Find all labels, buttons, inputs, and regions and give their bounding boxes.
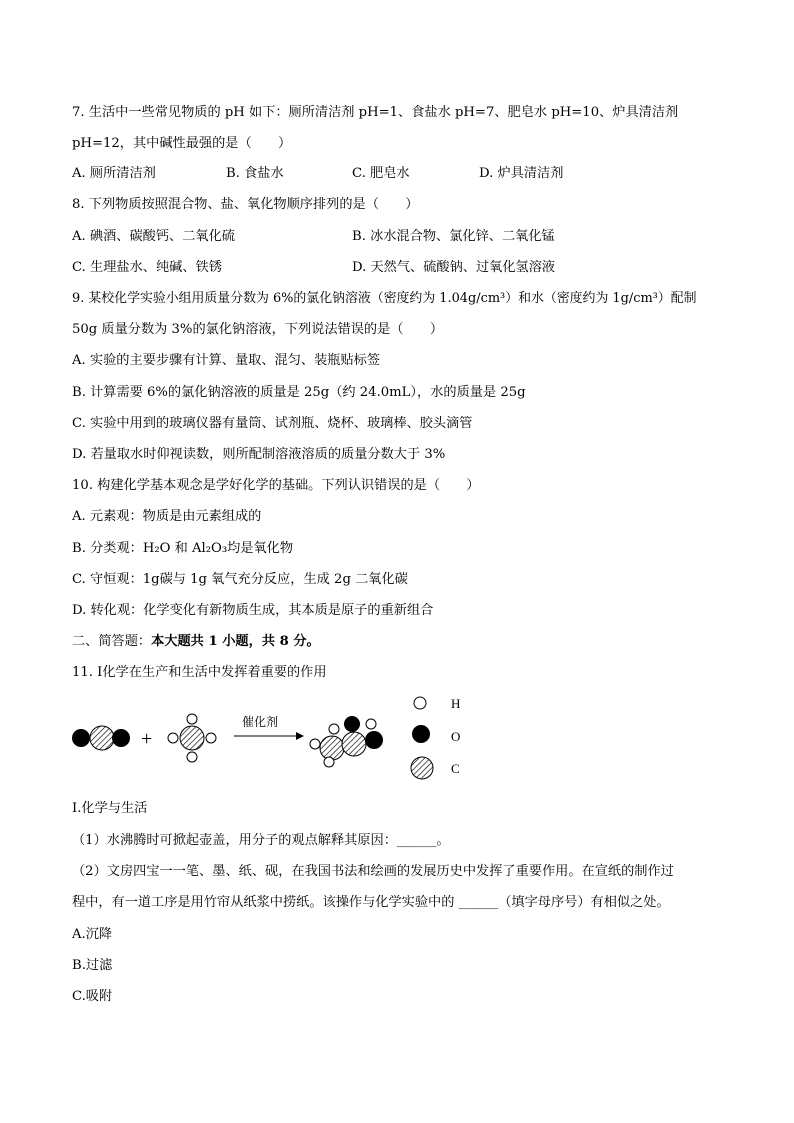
q7-stem-line1: 7. 生活中一些常见物质的 pH 如下：厕所清洁剂 pH=1、食盐水 pH=7、肥皂水 pH=10、炉具清洁剂 [72, 105, 679, 120]
hydrogen-atom [187, 714, 197, 724]
oxygen-legend-icon [412, 725, 430, 743]
q7-option-b: B. 食盐水 [226, 166, 284, 181]
hydrogen-atom [168, 733, 178, 743]
q10-option-b: B. 分类观：H₂O 和 Al₂O₃均是氧化物 [72, 541, 294, 556]
q8-option-d: D. 天然气、硫酸钠、过氧化氢溶液 [352, 260, 556, 275]
q7-option-d: D. 炉具清洁剂 [479, 166, 564, 181]
carbon-atom [342, 732, 366, 756]
legend-label-o: O [451, 729, 461, 744]
q11-option-b: B.过滤 [72, 958, 113, 973]
q11-option-a: A.沉降 [72, 927, 113, 942]
oxygen-atom [344, 716, 360, 732]
q8-option-a: A. 碘酒、碳酸钙、二氧化硫 [72, 229, 235, 244]
q10-option-c: C. 守恒观：1g碳与 1g 氧气充分反应，生成 2g 二氧化碳 [72, 572, 408, 587]
q10-option-a: A. 元素观：物质是由元素组成的 [72, 509, 262, 524]
reaction-arrow [234, 732, 304, 740]
q8-option-c: C. 生理盐水、纯碱、铁锈 [72, 260, 222, 275]
carbon-legend-icon [411, 757, 433, 779]
hydrogen-atom [324, 757, 334, 767]
hydrogen-atom [206, 733, 216, 743]
q7-option-a: A. 厕所清洁剂 [72, 166, 156, 181]
q10-option-d: D. 转化观：化学变化有新物质生成，其本质是原子的重新组合 [72, 603, 434, 618]
q9-option-d: D. 若量取水时仰视读数，则所配制溶液溶质的质量分数大于 3% [72, 447, 446, 462]
oxygen-atom [72, 729, 90, 747]
hydrogen-atom [310, 739, 320, 749]
plus-sign: + [141, 728, 153, 750]
q8-stem: 8. 下列物质按照混合物、盐、氧化物顺序排列的是（ ） [72, 197, 419, 212]
reaction-diagram-svg [68, 690, 488, 790]
carbon-atom [180, 726, 204, 750]
q7-stem-line2: pH=12，其中碱性最强的是（ ） [72, 136, 292, 151]
q9-stem-line1: 9. 某校化学实验小组用质量分数为 6%的氯化钠溶液（密度约为 1.04g/cm³）和水（密度约为 1g/cm³）配制 [72, 291, 697, 306]
q9-option-b: B. 计算需要 6%的氯化钠溶液的质量是 25g（约 24.0mL），水的质量是 25g [72, 385, 526, 400]
ch4-molecule [168, 714, 216, 762]
q11-part1: （1）水沸腾时可掀起壶盖，用分子的观点解释其原因：______。 [72, 833, 450, 848]
oxygen-atom [112, 729, 130, 747]
hydrogen-atom [366, 719, 376, 729]
q11-stem: 11. Ⅰ化学在生产和生活中发挥着重要的作用 [72, 665, 327, 680]
q9-option-a: A. 实验的主要步骤有计算、量取、混匀、装瓶贴标签 [72, 353, 381, 368]
legend-label-c: C [451, 761, 460, 776]
q11-part2-line2: 程中，有一道工序是用竹帘从纸浆中捞纸。该操作与化学实验中的 ______（填字母序号）有相似之处。 [72, 895, 670, 910]
product-molecules [310, 716, 383, 767]
q11-option-c: C.吸附 [72, 989, 113, 1004]
oxygen-atom [365, 731, 383, 749]
atom-legend [411, 696, 460, 779]
legend-label-h: H [451, 696, 461, 711]
q9-option-c: C. 实验中用到的玻璃仪器有量筒、试剂瓶、烧杯、玻璃棒、胶头滴管 [72, 416, 473, 431]
section-heading [72, 633, 320, 651]
section-heading-prefix: 二、简答题： [72, 634, 152, 649]
reaction-diagram [68, 690, 488, 790]
co2-molecule [72, 726, 130, 750]
q10-stem: 10. 构建化学基本观念是学好化学的基础。下列认识错误的是（ ） [72, 478, 480, 493]
q8-option-b: B. 冰水混合物、氯化锌、二氧化锰 [352, 229, 555, 244]
hydrogen-atom [329, 724, 339, 734]
hydrogen-legend-icon [414, 697, 426, 709]
carbon-atom [90, 726, 114, 750]
section-heading-detail: 本大题共 1 小题，共 8 分。 [151, 634, 320, 649]
q11-subtitle: I.化学与生活 [72, 801, 148, 816]
q9-stem-line2: 50g 质量分数为 3%的氯化钠溶液，下列说法错误的是（ ） [72, 322, 444, 337]
carbon-atom [320, 736, 344, 760]
q7-option-c: C. 肥皂水 [352, 166, 410, 181]
catalyst-label: 催化剂 [242, 715, 279, 729]
hydrogen-atom [187, 752, 197, 762]
q11-part2-line1: （2）文房四宝一一笔、墨、纸、砚，在我国书法和绘画的发展历史中发挥了重要作用。在宣纸的制作过 [72, 864, 674, 879]
